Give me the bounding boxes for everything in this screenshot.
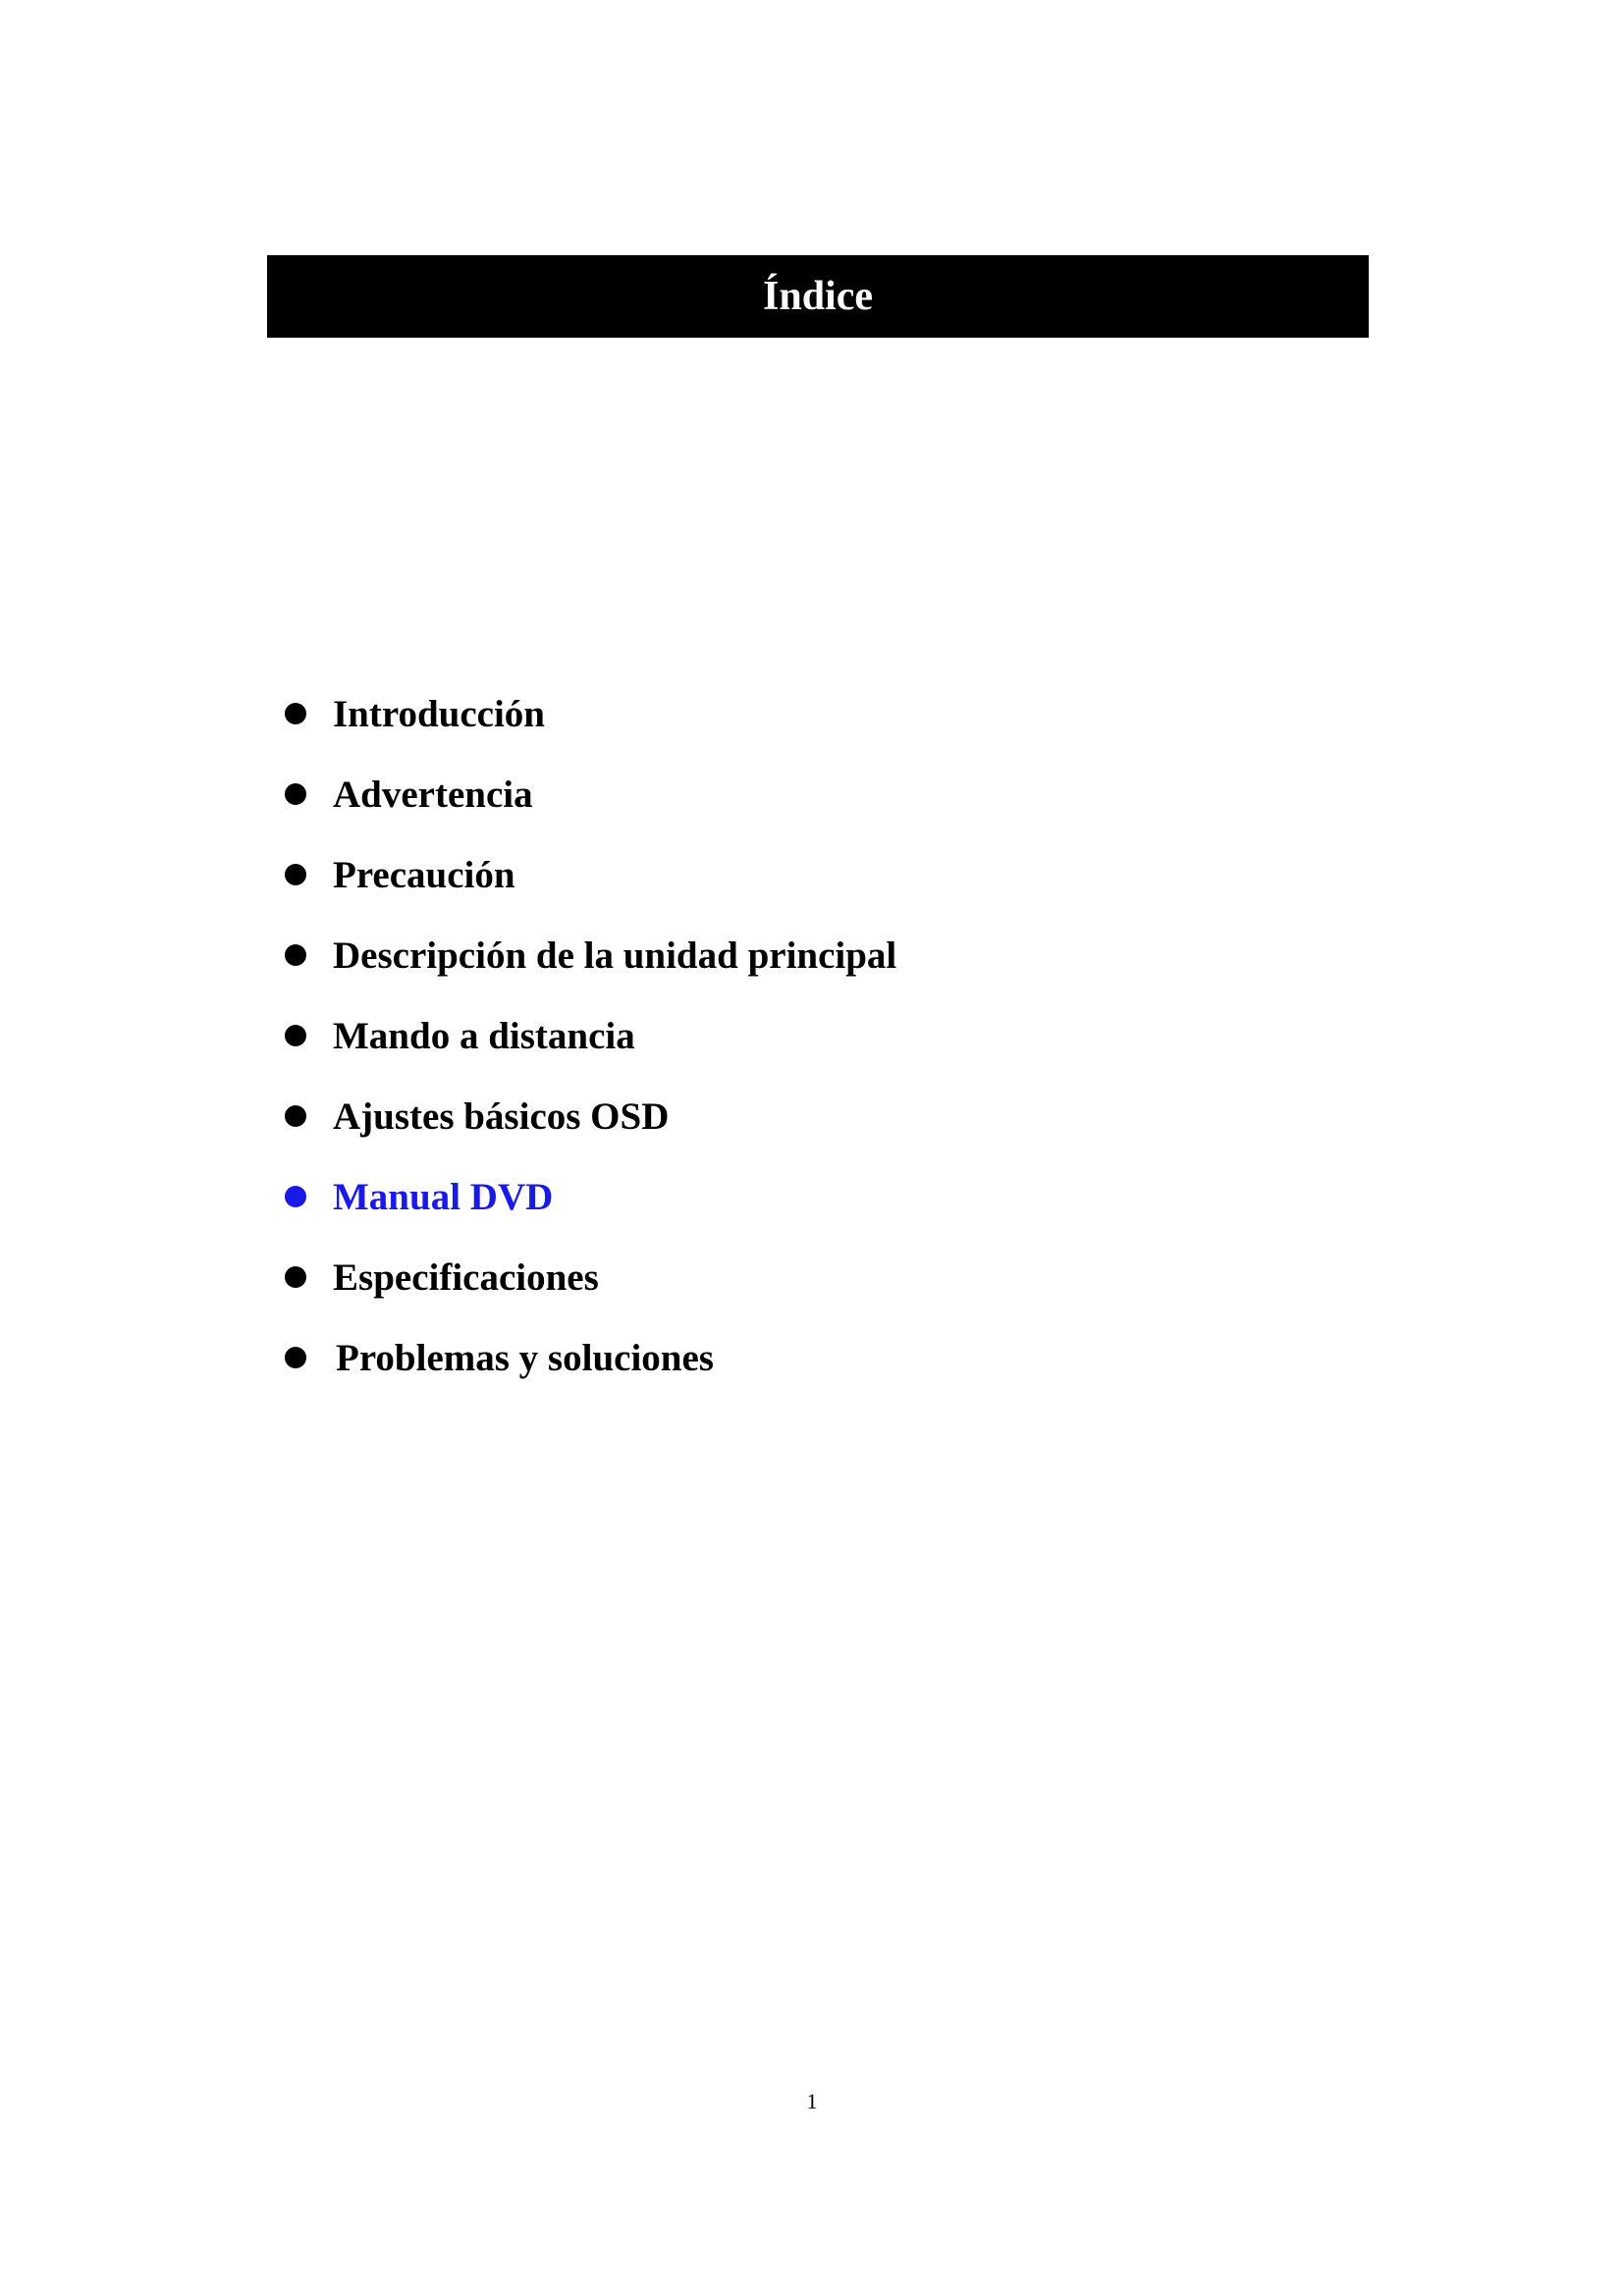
toc-item-label: Descripción de la unidad principal — [333, 934, 897, 977]
bullet-icon — [285, 1025, 306, 1046]
title-bar — [267, 255, 1369, 338]
bullet-icon — [285, 1266, 306, 1288]
toc-item-descripcion-unidad-principal[interactable] — [285, 915, 896, 995]
toc-item-label: Precaución — [333, 853, 515, 896]
toc-item-label: Manual DVD — [333, 1175, 554, 1218]
toc-item-problemas-y-soluciones[interactable] — [285, 1317, 896, 1398]
bullet-icon — [285, 864, 306, 885]
table-of-contents — [285, 673, 896, 1398]
toc-item-mando-a-distancia[interactable] — [285, 995, 896, 1076]
page-title: Índice — [762, 274, 873, 319]
page-number: 1 — [806, 2089, 818, 2113]
bullet-icon — [285, 1347, 306, 1368]
toc-item-label: Problemas y soluciones — [336, 1336, 714, 1379]
toc-item-precaucion[interactable] — [285, 834, 896, 915]
toc-item-ajustes-basicos-osd[interactable] — [285, 1076, 896, 1156]
bullet-icon — [285, 703, 306, 724]
toc-item-introduccion[interactable] — [285, 673, 896, 754]
toc-item-especificaciones[interactable] — [285, 1237, 896, 1317]
bullet-icon — [285, 1105, 306, 1127]
toc-item-manual-dvd[interactable] — [285, 1156, 896, 1237]
bullet-icon — [285, 783, 306, 805]
bullet-icon — [285, 1186, 306, 1207]
toc-item-advertencia[interactable] — [285, 754, 896, 834]
toc-item-label: Ajustes básicos OSD — [333, 1095, 670, 1138]
toc-item-label: Mando a distancia — [333, 1014, 635, 1057]
toc-item-label: Advertencia — [333, 773, 533, 816]
toc-item-label: Especificaciones — [333, 1255, 599, 1299]
toc-item-label: Introducción — [333, 692, 545, 735]
bullet-icon — [285, 944, 306, 966]
